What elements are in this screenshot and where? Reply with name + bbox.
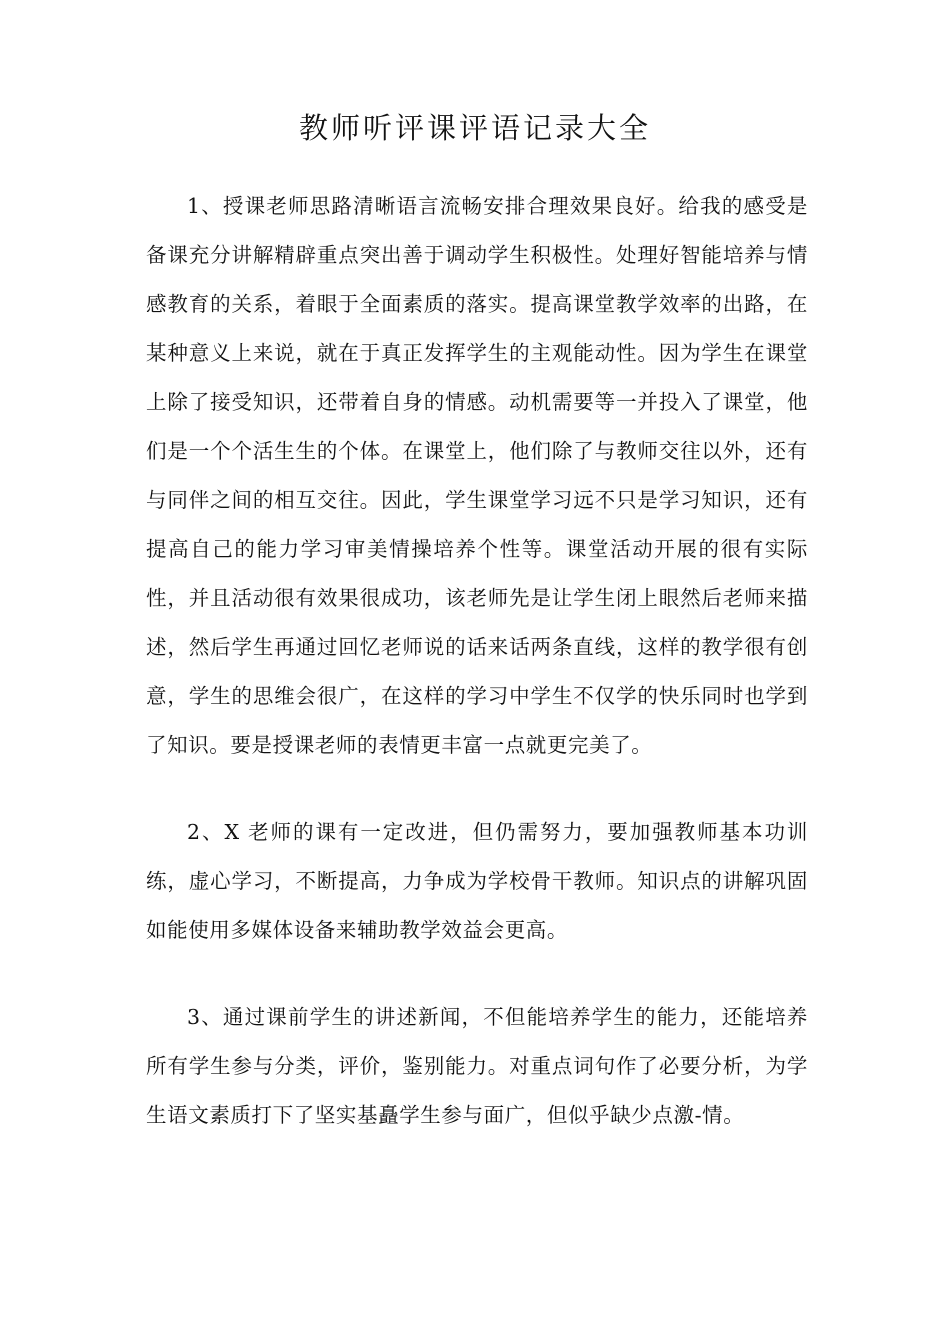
document-body <box>146 182 808 1178</box>
paragraph-1: 1、授课老师思路清晰语言流畅安排合理效果良好。给我的感受是备课充分讲解精辟重点突出善于调动学生积极性。处理好智能培养与情感教育的关系，着眼于全面素质的落实。提高课堂教学效率的出路，在某种意义上来说，就在于真正发挥学生的主观能动性。因为学生在课堂上除了接受知识，还带着自身的情感。动机需要等一并投入了课堂，他们是一个个活生生的个体。在课堂上，他们除了与教师交往以外，还有与同伴之间的相互交往。因此，学生课堂学习远不只是学习知识，还有提高自己的能力学习审美情操培养个性等。课堂活动开展的很有实际性，并且活动很有效果很成功，该老师先是让学生闭上眼然后老师来描述，然后学生再通过回忆老师说的话来话两条直线，这样的教学很有创意，学生的思维会很广，在这样的学习中学生不仅学的快乐同时也学到了知识。要是授课老师的表情更丰富一点就更完美了。 <box>146 194 808 757</box>
paragraph-2: 2、X 老师的课有一定改进，但仍需努力，要加强教师基本功训练，虚心学习，不断提高，力争成为学校骨干教师。知识点的讲解巩固如能使用多媒体设备来辅助教学效益会更高。 <box>146 820 808 942</box>
paragraph-3: 3、通过课前学生的讲述新闻，不但能培养学生的能力，还能培养所有学生参与分类，评价，鉴别能力。对重点词句作了必要分析，为学生语文素质打下了坚实基矗学生参与面广，但似乎缺少点激-情。 <box>146 1005 808 1127</box>
document-title: 教师听评课评语记录大全 <box>298 111 651 145</box>
